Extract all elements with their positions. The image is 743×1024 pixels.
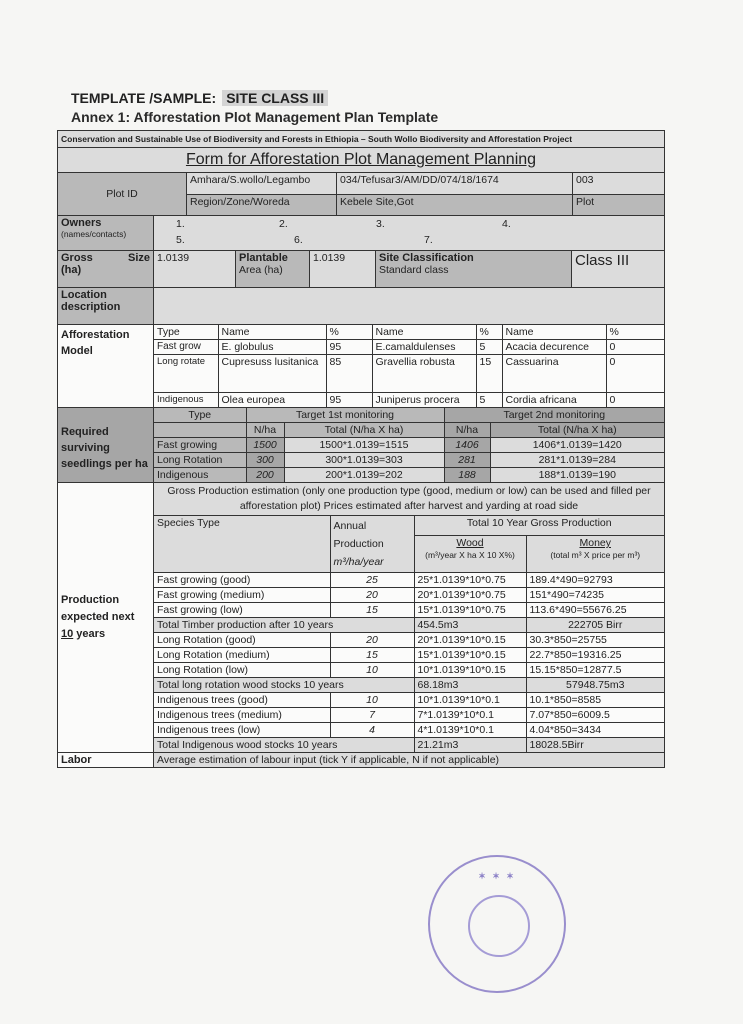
target1-total[interactable]: 300*1.0139=303 xyxy=(284,453,444,468)
location-field[interactable] xyxy=(153,288,664,324)
wood-value[interactable]: 4*1.0139*10*0.1 xyxy=(414,723,526,738)
seedling-type: Indigenous xyxy=(154,468,246,483)
money-value[interactable]: 22.7*850=19316.25 xyxy=(526,648,664,663)
target1-header: Target 1st monitoring xyxy=(246,408,444,423)
total-label: Total Indigenous wood stocks 10 years xyxy=(154,738,414,753)
annual-production[interactable]: 20 xyxy=(330,633,414,648)
model-label: Model xyxy=(61,345,93,357)
unit-label: m³/ha/year xyxy=(333,556,384,568)
model-pct-3[interactable]: 0 xyxy=(606,393,664,408)
kebele-value[interactable]: 034/Tefusar3/AM/DD/074/18/1674 xyxy=(337,173,572,195)
species-type: Indigenous trees (medium) xyxy=(154,708,330,723)
model-pct-3[interactable]: 0 xyxy=(606,340,664,355)
total-wood[interactable]: 454.5m3 xyxy=(414,618,526,633)
money-value[interactable]: 30.3*850=25755 xyxy=(526,633,664,648)
money-value[interactable]: 10.1*850=8585 xyxy=(526,693,664,708)
owner-slot-6[interactable]: 6. xyxy=(294,234,303,246)
money-value[interactable]: 7.07*850=6009.5 xyxy=(526,708,664,723)
owners-label-cell xyxy=(58,216,153,250)
production-label-line1: Production xyxy=(61,594,120,606)
annual-production[interactable]: 4 xyxy=(330,723,414,738)
plot-id-label: Plot ID xyxy=(58,173,186,215)
target2-total[interactable]: 1406*1.0139=1420 xyxy=(490,438,664,453)
total-10yr-header: Total 10 Year Gross Production xyxy=(414,516,664,536)
owner-slot-7[interactable]: 7. xyxy=(424,234,433,246)
species-type: Indigenous trees (low) xyxy=(154,723,330,738)
seedlings-table-row xyxy=(154,468,664,483)
money-formula-label: (total m³ X price per m³) xyxy=(550,550,641,561)
kebele-label: Kebele Site,Got xyxy=(337,195,572,216)
total-money[interactable]: 222705 Birr xyxy=(526,618,664,633)
model-species-1[interactable]: Olea europea xyxy=(218,393,326,408)
annual-production-header xyxy=(330,516,414,573)
production-years-number: 10 xyxy=(61,628,74,640)
annual-production[interactable]: 15 xyxy=(330,603,414,618)
model-species-3[interactable]: Cordia africana xyxy=(502,393,606,408)
owners-row xyxy=(58,215,664,250)
annual-production[interactable]: 15 xyxy=(330,648,414,663)
production-table-row xyxy=(154,663,664,678)
total-label: Total long rotation wood stocks 10 years xyxy=(154,678,414,693)
official-stamp-icon xyxy=(428,855,566,993)
wood-formula-label: (m³/year X ha X 10 X%) xyxy=(425,550,515,561)
money-label: Money xyxy=(579,537,611,550)
species-type: Long Rotation (good) xyxy=(154,633,330,648)
production-label-cell xyxy=(58,483,153,752)
ha-label: (ha) xyxy=(61,264,82,276)
wood-value[interactable]: 7*1.0139*10*0.1 xyxy=(414,708,526,723)
wood-value[interactable]: 10*1.0139*10*0.15 xyxy=(414,663,526,678)
production-header-row xyxy=(154,516,664,536)
wood-value[interactable]: 25*1.0139*10*0.75 xyxy=(414,573,526,588)
annual-production[interactable]: 10 xyxy=(330,693,414,708)
model-species-1[interactable]: E. globulus xyxy=(218,340,326,355)
target1-nha[interactable]: 200 xyxy=(246,468,284,483)
location-label-cell xyxy=(58,288,153,324)
form-title-row xyxy=(58,147,664,172)
production-table-row xyxy=(154,603,664,618)
stamp-ring-text: ✶ ✶ ✶ xyxy=(478,871,516,881)
site-class-label: Site Classification xyxy=(379,252,474,264)
seedlings-type-header: Type xyxy=(154,408,246,423)
seedlings-header-row xyxy=(154,408,664,423)
annual-production[interactable]: 10 xyxy=(330,663,414,678)
annex-heading: Annex 1: Afforestation Plot Management Plan Template xyxy=(71,109,439,125)
seedlings-subheader-row xyxy=(154,423,664,438)
size-label: Size xyxy=(127,252,150,264)
species-type-header: Species Type xyxy=(154,516,330,573)
page-header xyxy=(71,90,438,125)
owner-slot-3[interactable]: 3. xyxy=(376,218,385,230)
target1-nha[interactable]: 300 xyxy=(246,453,284,468)
money-value[interactable]: 113.6*490=55676.25 xyxy=(526,603,664,618)
total-wood[interactable]: 68.18m3 xyxy=(414,678,526,693)
owner-slot-2[interactable]: 2. xyxy=(279,218,288,230)
target2-nha[interactable]: 188 xyxy=(444,468,490,483)
production-table xyxy=(154,483,664,752)
model-pct-2[interactable]: 15 xyxy=(476,355,502,393)
plantable-value[interactable]: 1.0139 xyxy=(309,251,375,287)
model-species-3[interactable]: Acacia decurence xyxy=(502,340,606,355)
owner-slot-5[interactable]: 5. xyxy=(176,234,185,246)
money-value[interactable]: 15.15*850=12877.5 xyxy=(526,663,664,678)
afforestation-model-table xyxy=(154,325,664,407)
model-header-name-3: Name xyxy=(502,325,606,340)
money-value[interactable]: 151*490=74235 xyxy=(526,588,664,603)
target2-total[interactable]: 188*1.0139=190 xyxy=(490,468,664,483)
model-pct-1[interactable]: 95 xyxy=(326,340,372,355)
project-row xyxy=(58,131,664,147)
project-title: Conservation and Sustainable Use of Biodiversity and Forests in Ethiopia – South Wollo Biodiversity and Afforestation Project xyxy=(58,131,664,147)
target2-nha[interactable]: 1406 xyxy=(444,438,490,453)
model-species-2[interactable]: Juniperus procera xyxy=(372,393,476,408)
production-note-row xyxy=(154,483,664,516)
seedlings-type-blank xyxy=(154,423,246,438)
seedlings-label: Required surviving seedlings per ha xyxy=(61,426,148,470)
afforestation-label-cell xyxy=(58,325,153,407)
model-row xyxy=(154,340,664,355)
seedling-type: Fast growing xyxy=(154,438,246,453)
owner-slot-4[interactable]: 4. xyxy=(502,218,511,230)
gross-label: Gross xyxy=(61,252,93,264)
money-value[interactable]: 4.04*850=3434 xyxy=(526,723,664,738)
model-species-2[interactable]: E.camaldulenses xyxy=(372,340,476,355)
afforestation-label: Afforestation xyxy=(61,329,130,341)
plantable-label-cell xyxy=(235,251,309,287)
species-type: Indigenous trees (good) xyxy=(154,693,330,708)
plantable-label: Plantable xyxy=(239,252,288,264)
gross-size-label-cell xyxy=(58,251,153,287)
species-type: Fast growing (medium) xyxy=(154,588,330,603)
owners-field[interactable] xyxy=(153,216,664,250)
region-label: Region/Zone/Woreda xyxy=(187,195,336,216)
model-species-2[interactable]: Gravellia robusta xyxy=(372,355,476,393)
seedlings-table-row xyxy=(154,438,664,453)
model-row xyxy=(154,393,664,408)
production-note: Gross Production estimation (only one production type (good, medium or low) can be used and filled per afforestation plot) Prices estimated after harvest and yarding at road side xyxy=(154,483,664,516)
description-label: description xyxy=(61,301,121,313)
production-total-row xyxy=(154,618,664,633)
model-pct-1[interactable]: 95 xyxy=(326,393,372,408)
total-money[interactable]: 18028.5Birr xyxy=(526,738,664,753)
labor-row xyxy=(58,752,664,767)
production-label-2: Production xyxy=(333,538,384,550)
model-species-1[interactable]: Cupresuss lusitanica xyxy=(218,355,326,393)
production-table-row xyxy=(154,708,664,723)
model-species-3[interactable]: Cassuarina xyxy=(502,355,606,393)
target1-total[interactable]: 1500*1.0139=1515 xyxy=(284,438,444,453)
wood-value[interactable]: 20*1.0139*10*0.15 xyxy=(414,633,526,648)
owners-label: Owners xyxy=(61,217,102,229)
production-table-row xyxy=(154,573,664,588)
management-plan-form xyxy=(57,130,665,768)
target2-total[interactable]: 281*1.0139=284 xyxy=(490,453,664,468)
species-type: Fast growing (low) xyxy=(154,603,330,618)
wood-header xyxy=(414,536,526,573)
seedlings-table xyxy=(154,408,664,482)
model-pct-2[interactable]: 5 xyxy=(476,340,502,355)
site-class-label-cell xyxy=(375,251,571,287)
model-header-type: Type xyxy=(154,325,218,340)
production-table-row xyxy=(154,723,664,738)
production-label-line3: years xyxy=(73,628,106,640)
region-value[interactable]: Amhara/S.wollo/Legambo xyxy=(187,173,336,195)
template-label: TEMPLATE /SAMPLE: xyxy=(71,90,217,106)
target1-total[interactable]: 200*1.0139=202 xyxy=(284,468,444,483)
site-class-highlight: SITE CLASS III xyxy=(222,90,328,106)
labor-instructions: Average estimation of labour input (tick Y if applicable, N if not applicable) xyxy=(153,753,664,767)
wood-value[interactable]: 20*1.0139*10*0.75 xyxy=(414,588,526,603)
annual-label: Annual xyxy=(333,520,367,532)
target2-header: Target 2nd monitoring xyxy=(444,408,664,423)
model-header-pct-2: % xyxy=(476,325,502,340)
model-pct-2[interactable]: 5 xyxy=(476,393,502,408)
owner-slot-1[interactable]: 1. xyxy=(176,218,185,230)
species-type: Long Rotation (low) xyxy=(154,663,330,678)
gross-size-row xyxy=(58,250,664,287)
annual-production[interactable]: 25 xyxy=(330,573,414,588)
form-title-text: Form for Afforestation Plot Management Planning xyxy=(185,151,537,168)
seedlings-table-row xyxy=(154,453,664,468)
location-label: Location xyxy=(61,289,107,301)
model-header-pct-3: % xyxy=(606,325,664,340)
owners-sublabel: (names/contacts) xyxy=(61,229,127,239)
seedlings-label-cell xyxy=(58,408,153,482)
stamp-emblem xyxy=(468,895,530,957)
wood-value[interactable]: 15*1.0139*10*0.75 xyxy=(414,603,526,618)
wood-value[interactable]: 10*1.0139*10*0.1 xyxy=(414,693,526,708)
model-pct-1[interactable]: 85 xyxy=(326,355,372,393)
money-value[interactable]: 189.4*490=92793 xyxy=(526,573,664,588)
production-label xyxy=(61,592,150,643)
area-ha-label: Area (ha) xyxy=(239,264,283,276)
production-row xyxy=(58,482,664,752)
production-table-row xyxy=(154,648,664,663)
production-table-row xyxy=(154,588,664,603)
plot-label: Plot xyxy=(573,195,664,216)
species-type: Long Rotation (medium) xyxy=(154,648,330,663)
model-type: Indigenous xyxy=(154,393,218,408)
template-heading xyxy=(71,90,438,106)
model-header-name-1: Name xyxy=(218,325,326,340)
production-total-row xyxy=(154,738,664,753)
production-table-row xyxy=(154,693,664,708)
model-header-pct-1: % xyxy=(326,325,372,340)
site-class-sub: Standard class xyxy=(379,264,449,276)
annual-production[interactable]: 7 xyxy=(330,708,414,723)
target1-total-header: Total (N/ha X ha) xyxy=(284,423,444,438)
target2-nha-header: N/ha xyxy=(444,423,490,438)
afforestation-model-row xyxy=(58,324,664,407)
target1-nha-header: N/ha xyxy=(246,423,284,438)
annual-production[interactable]: 20 xyxy=(330,588,414,603)
total-money[interactable]: 57948.75m3 xyxy=(526,678,664,693)
total-wood[interactable]: 21.21m3 xyxy=(414,738,526,753)
labor-label: Labor xyxy=(58,753,153,767)
plot-id-row xyxy=(58,172,664,215)
production-label-line2: expected next xyxy=(61,611,135,623)
production-table-row xyxy=(154,633,664,648)
model-header-name-2: Name xyxy=(372,325,476,340)
model-type: Long rotate xyxy=(154,355,218,393)
model-type: Fast grow xyxy=(154,340,218,355)
plot-value[interactable]: 003 xyxy=(573,173,664,195)
form-title xyxy=(58,148,664,172)
wood-label: Wood xyxy=(456,537,484,550)
money-header xyxy=(526,536,664,573)
seedlings-row xyxy=(58,407,664,482)
gross-size-value[interactable]: 1.0139 xyxy=(153,251,235,287)
model-header-row xyxy=(154,325,664,340)
model-row xyxy=(154,355,664,393)
target2-nha[interactable]: 281 xyxy=(444,453,490,468)
location-row xyxy=(58,287,664,324)
total-label: Total Timber production after 10 years xyxy=(154,618,414,633)
wood-value[interactable]: 15*1.0139*10*0.15 xyxy=(414,648,526,663)
model-pct-3[interactable]: 0 xyxy=(606,355,664,393)
target2-total-header: Total (N/ha X ha) xyxy=(490,423,664,438)
production-total-row xyxy=(154,678,664,693)
site-class-value[interactable]: Class III xyxy=(571,251,664,287)
target1-nha[interactable]: 1500 xyxy=(246,438,284,453)
seedling-type: Long Rotation xyxy=(154,453,246,468)
species-type: Fast growing (good) xyxy=(154,573,330,588)
